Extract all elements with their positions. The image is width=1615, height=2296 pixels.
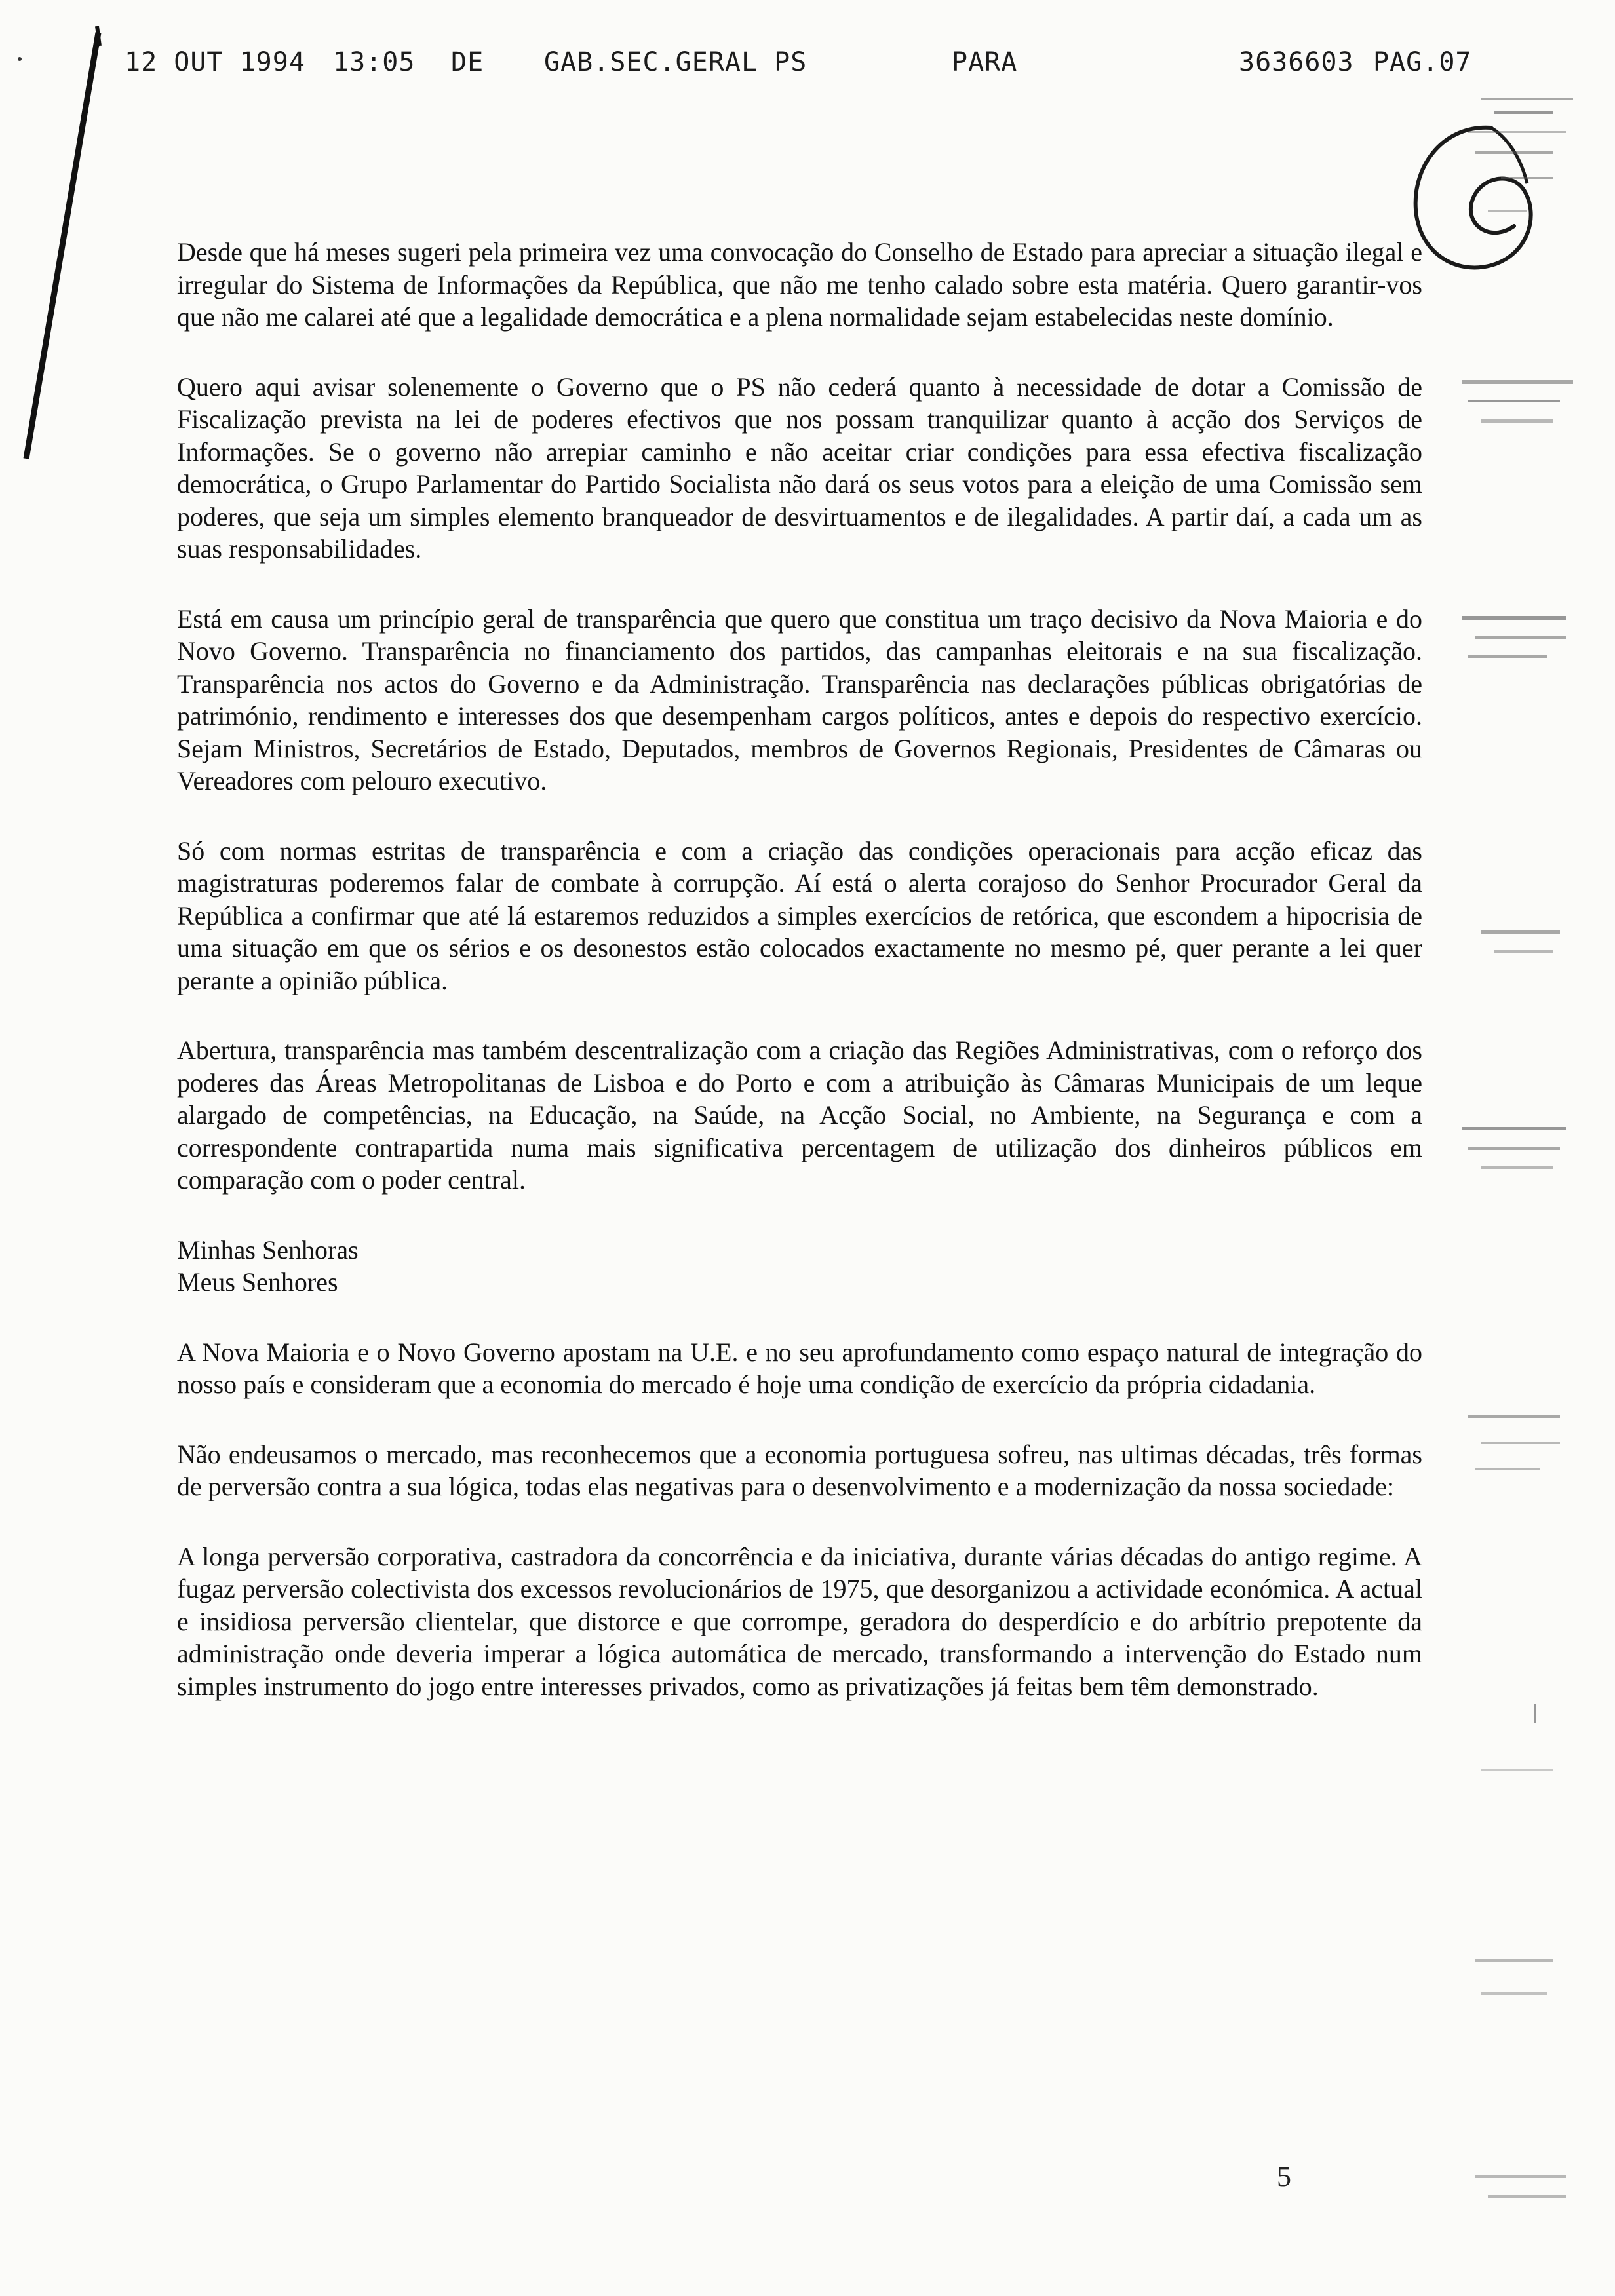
fax-number: 3636603: [1239, 47, 1354, 77]
paragraph: A longa perversão corporativa, castradora da concorrência e da iniciativa, durante várias décadas do antigo regime. A fugaz perversão colectivista dos excessos revolucionários de 1975, que desorganizou a actividade económica. A actual e insidiosa perversão clientelar, que distorce e que corrompe, geradora do desperdício e do arbítrio prepotente da administração onde deveria imperar a lógica automática de mercado, transformando a intervenção do Estado num simples instrumento do jogo entre interesses privados, como as privatizações já feitas bem têm demonstrado.: [177, 1541, 1422, 1701]
salutation-line: Meus Senhores: [177, 1267, 338, 1297]
paragraph: Abertura, transparência mas também descentralização com a criação das Regiões Administrativas, com o reforço dos poderes das Áreas Metropolitanas de Lisboa e do Porto e com a atribuição às Câmaras Municipais de um leque alargado de competências, na Educação, na Saúde, na Acção Social, no Ambiente, na Segurança e com a correspondente contrapartida numa mais significativa percentagem de utilização dos dinheiros públicos em comparação com o poder central.: [177, 1035, 1422, 1195]
letter-body: [177, 236, 1422, 1740]
paragraph: Só com normas estritas de transparência e com a criação das condições operacionais para acção eficaz das magistraturas poderemos falar de combate à corrupção. Aí está o alerta corajoso do Senhor Procurador Geral da República a confirmar que até lá estaremos reduzidos a simples exercícios de retórica, que escondem a hipocrisia de uma situação em que os sérios e os desonestos estão colocados exactamente no mesmo pé, quer perante a lei quer perante a opinião pública.: [177, 835, 1422, 995]
fax-date: 12 OUT 1994: [125, 47, 305, 77]
fax-to-label: PARA: [952, 47, 1018, 77]
salutation: [177, 1234, 1422, 1299]
fax-sender: GAB.SEC.GERAL PS: [544, 47, 808, 77]
paragraph: Está em causa um princípio geral de transparência que quero que constitua um traço decisivo da Nova Maioria e do Novo Governo. Transparência no financiamento dos partidos, das campanhas eleitorais e na sua fiscalização. Transparência nos actos do Governo e da Administração. Transparência nas declarações públicas obrigatórias de património, rendimento e interesses dos que desempenham cargos políticos, antes e depois do respectivo exercício. Sejam Ministros, Secretários de Estado, Deputados, membros de Governos Regionais, Presidentes de Câmaras ou Vereadores com pelouro executivo.: [177, 603, 1422, 795]
paragraph: Quero aqui avisar solenemente o Governo que o PS não cederá quanto à necessidade de dotar a Comissão de Fiscalização prevista na lei de poderes efectivos que nos possam tranquilizar quanto à acção dos Serviços de Informações. Se o governo não arrepiar caminho e não aceitar criar condições para essa efectiva fiscalização democrática, o Grupo Parlamentar do Partido Socialista não dará os seus votos para a eleição de uma Comissão sem poderes, que seja um simples elemento branqueador de desvirtuamentos e de ilegalidades. A partir daí, a cada um as suas responsabilidades.: [177, 372, 1422, 564]
paragraph: A Nova Maioria e o Novo Governo apostam na U.E. e no seu aprofundamento como espaço natural de integração do nosso país e consideram que a economia do mercado é hoje uma condição de exercício da própria cidadania.: [177, 1337, 1422, 1399]
fax-from-label: DE: [451, 47, 484, 77]
scanner-edge-artifact: [0, 0, 144, 472]
scan-noise: [1455, 92, 1586, 2254]
paragraph: Desde que há meses sugeri pela primeira vez uma convocação do Conselho de Estado para apreciar a situação ilegal e irregular do Sistema de Informações da República, que não me tenho calado sobre esta matéria. Quero garantir-vos que não me calarei até que a legalidade democrática e a plena normalidade sejam estabelecidas neste domínio.: [177, 237, 1422, 332]
fax-time: 13:05: [333, 47, 416, 77]
paragraph: Não endeusamos o mercado, mas reconhecemos que a economia portuguesa sofreu, nas ultimas décadas, três formas de perversão contra a sua lógica, todas elas negativas para o desenvolvimento e a modernização da nossa sociedade:: [177, 1439, 1422, 1501]
salutation-line: Minhas Senhoras: [177, 1234, 359, 1265]
page-number: 5: [1277, 2160, 1291, 2192]
fax-page-label: PAG.07: [1373, 47, 1472, 77]
fax-transmission-header: [125, 47, 1488, 84]
